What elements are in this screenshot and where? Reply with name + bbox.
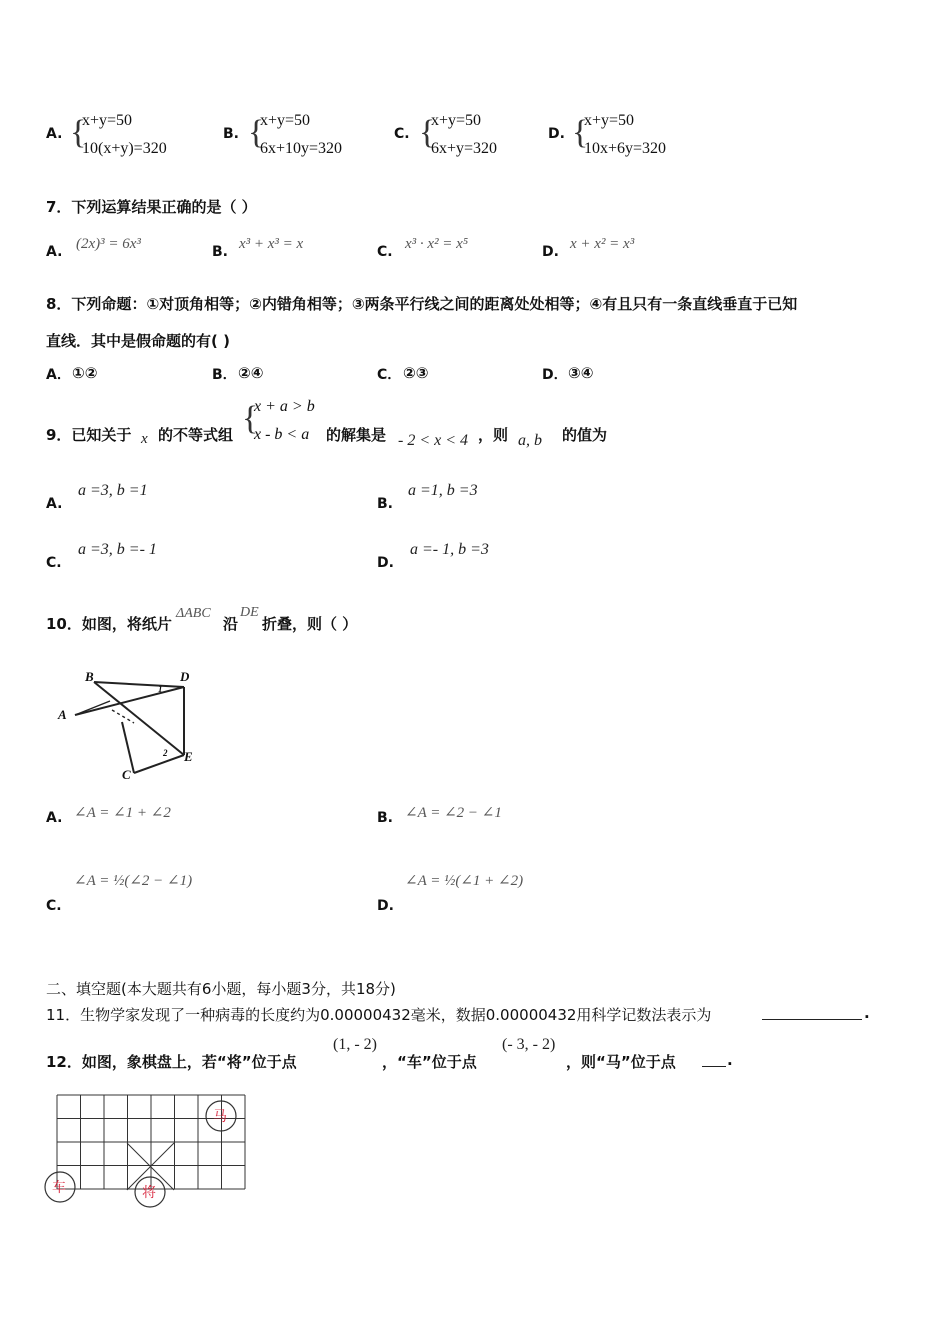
q6-d-eq2: 10x+6y=320 (584, 140, 667, 157)
q9-option-b-label: B. (377, 496, 393, 512)
q9-option-a-label: A. (46, 496, 63, 512)
q6-option-a-label: A. (46, 126, 63, 142)
q12-end: . (727, 1051, 733, 1069)
vertex-c-label: C (122, 767, 131, 782)
q7-option-d-label: D. (542, 244, 559, 260)
q10-triangle: ΔABC (176, 606, 211, 621)
q12-suffix: ，则“马”位于点 (566, 1053, 676, 1071)
q6-c-eq1: x+y=50 (431, 112, 482, 129)
q12-prefix: 12．如图，象棋盘上，若“将”位于点 (46, 1053, 297, 1071)
segment-bd (94, 682, 184, 687)
q10-mid: 沿 (223, 615, 239, 633)
q8-option-b-text: ②④ (238, 364, 264, 382)
segment-ce (134, 755, 184, 773)
vertex-b-label: B (85, 669, 94, 684)
q8-option-d-text: ③④ (568, 364, 594, 382)
q10-option-c-text: ∠A = ½(∠2 − ∠1) (74, 873, 193, 889)
q6-option-c-system (421, 112, 541, 162)
q6-b-eq1: x+y=50 (260, 112, 311, 129)
chariot-piece-label: 车 (52, 1181, 66, 1196)
q9-option-b-text: a =1, b =3 (408, 482, 478, 499)
section-2-title: 二、填空题(本大题共有6小题，每小题3分，共18分) (46, 980, 396, 998)
q8-line1: 8．下列命题：①对顶角相等；②内错角相等；③两条平行线之间的距离处处相等；④有且只有一条直线垂直于已知 (46, 295, 798, 313)
q6-option-b-system (250, 112, 380, 162)
q11-answer-blank[interactable] (762, 1019, 862, 1020)
general-piece-label: 将 (142, 1186, 156, 1201)
general-piece (135, 1177, 165, 1207)
q9-inequality-system (244, 398, 334, 450)
q6-d-eq1: x+y=50 (584, 112, 635, 129)
q6-a-eq1: x+y=50 (82, 112, 133, 129)
q10-suffix: 折叠，则（ ） (262, 615, 358, 633)
brace-icon: { (419, 114, 436, 151)
q9-option-c-text: a =3, b =- 1 (78, 541, 157, 558)
segment-ac-lower (122, 722, 134, 773)
q6-option-a-system (72, 112, 202, 162)
q10-segment: DE (240, 605, 259, 620)
q8-option-a-text: ①② (72, 364, 98, 382)
q8-option-a-label: A． (46, 367, 71, 383)
q9-mid3: ，则 (478, 426, 509, 444)
vertex-a-label: A (58, 707, 67, 722)
q12-answer-blank[interactable] (702, 1066, 726, 1067)
q6-option-b-label: B. (223, 126, 239, 142)
q6-a-eq2: 10(x+y)=320 (82, 140, 167, 157)
q6-b-eq2: 6x+10y=320 (260, 140, 343, 157)
q12-mid: ，“车”位于点 (382, 1053, 477, 1071)
q9-prefix: 9．已知关于 (46, 426, 132, 444)
q6-option-d-system (574, 112, 704, 162)
q12-point-jiang: (1, - 2) (333, 1036, 377, 1053)
q6-c-eq2: 6x+y=320 (431, 140, 498, 157)
q7-option-b-label: B. (212, 244, 228, 260)
q8-option-d-label: D． (542, 367, 568, 383)
q9-option-d-label: D. (377, 555, 394, 571)
q7-option-a-expr: (2x)³ = 6x³ (76, 236, 141, 252)
angle-2-label: 2 (163, 748, 168, 758)
q9-mid: 的不等式组 (158, 426, 234, 444)
q7-option-d-expr: x + x² = x³ (570, 236, 635, 252)
brace-icon: { (242, 400, 259, 437)
vertex-d-label: D (180, 669, 190, 684)
q12-point-che: (- 3, - 2) (502, 1036, 556, 1053)
brace-icon: { (70, 114, 87, 151)
vertex-e-label: E (184, 749, 193, 764)
brace-icon: { (248, 114, 265, 151)
q7-option-c-label: C. (377, 244, 393, 260)
q7-option-b-expr: x³ + x³ = x (239, 236, 304, 252)
horse-piece-label: 马 (213, 1110, 227, 1125)
q10-option-d-label: D. (377, 898, 394, 914)
q10-option-a-text: ∠A = ∠1 + ∠2 (74, 805, 171, 821)
folded-triangle-figure (50, 665, 210, 785)
angle-1-label: 1 (158, 684, 163, 694)
q10-option-d-text: ∠A = ½(∠1 + ∠2) (405, 873, 524, 889)
q9-option-d-text: a =- 1, b =3 (410, 541, 489, 558)
q10-option-b-text: ∠A = ∠2 − ∠1 (405, 805, 502, 821)
q10-option-c-label: C. (46, 898, 62, 914)
chariot-piece (45, 1172, 75, 1202)
q9-vars: a, b (518, 432, 542, 449)
q11-end: . (864, 1004, 870, 1022)
q8-option-c-label: C． (377, 367, 402, 383)
q9-var-x: x (141, 431, 148, 447)
q9-suffix: 的值为 (562, 426, 608, 444)
q9-ineq2: x - b < a (254, 426, 310, 443)
q7-option-a-label: A. (46, 244, 63, 260)
q10-option-a-label: A. (46, 810, 63, 826)
q10-prefix: 10．如图，将纸片 (46, 615, 172, 633)
q9-option-c-label: C. (46, 555, 62, 571)
q8-option-c-text: ②③ (403, 364, 429, 382)
q8-line2: 直线．其中是假命题的有( ) (46, 332, 230, 350)
q9-solution: - 2 < x < 4 (398, 432, 469, 449)
q11-text: 11．生物学家发现了一种病毒的长度约为0.00000432毫米，数据0.00000432用科学记数法表示为 (46, 1006, 712, 1024)
q9-mid2: 的解集是 (326, 426, 387, 444)
q9-option-a-text: a =3, b =1 (78, 482, 148, 499)
q6-option-d-label: D. (548, 126, 565, 142)
q7-option-c-expr: x³ · x² = x⁵ (405, 236, 469, 252)
q6-option-c-label: C. (394, 126, 410, 142)
q9-ineq1: x + a > b (254, 398, 315, 415)
brace-icon: { (572, 114, 589, 151)
chessboard-figure (40, 1090, 255, 1220)
q8-option-b-label: B． (212, 367, 237, 383)
q7-stem: 7．下列运算结果正确的是（ ） (46, 198, 257, 216)
q10-option-b-label: B. (377, 810, 393, 826)
segment-be (94, 682, 184, 755)
